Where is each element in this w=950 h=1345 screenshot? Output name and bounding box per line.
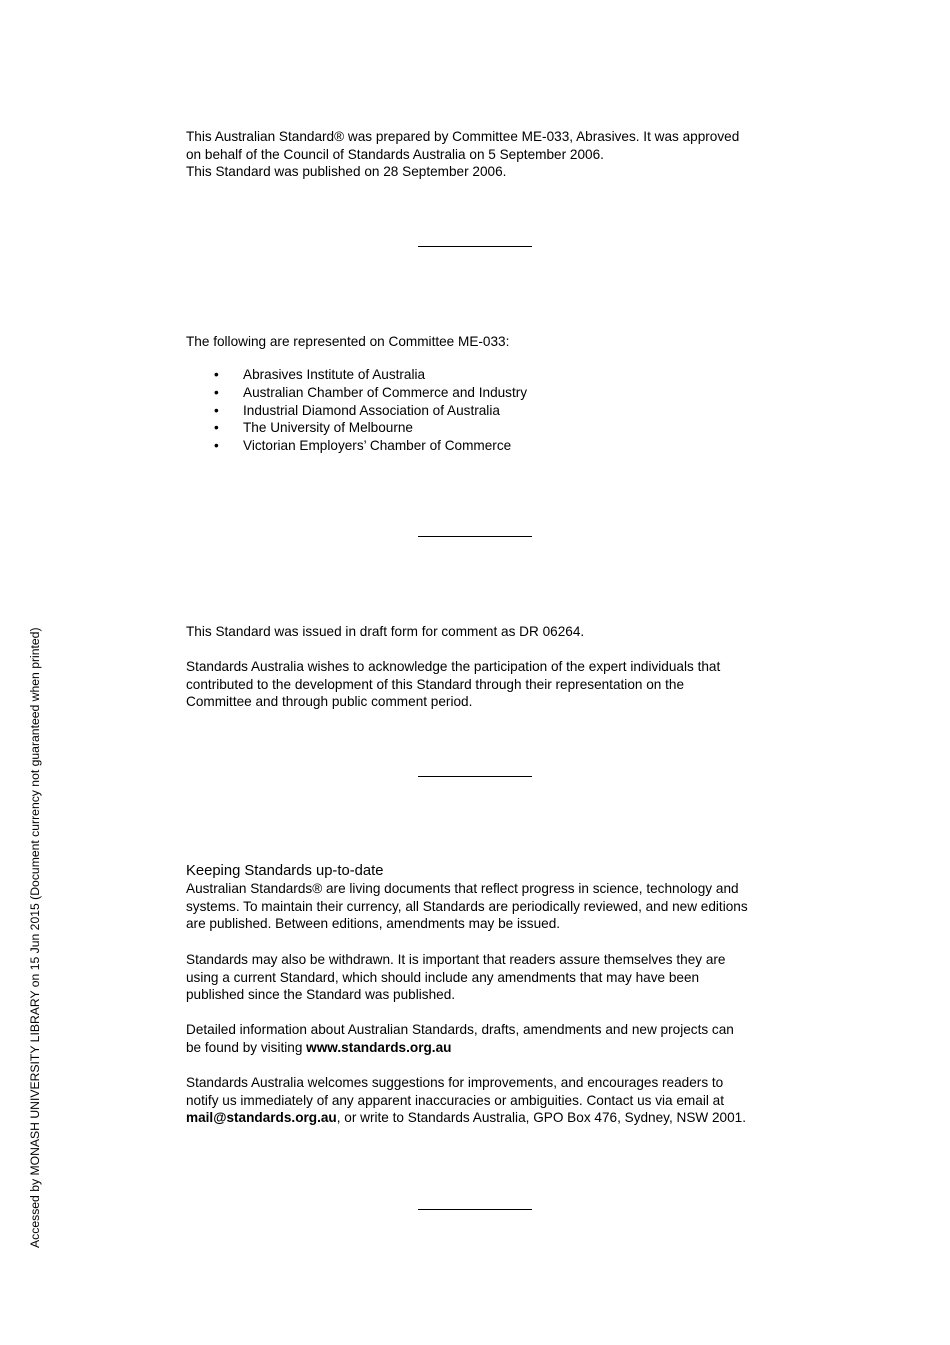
keeping-p3-prefix: be found by visiting (186, 1039, 307, 1055)
committee-member: The University of Melbourne (243, 420, 413, 436)
section-divider-2 (418, 536, 532, 537)
section-divider-4 (418, 1209, 532, 1210)
keeping-p4-line-1: Standards Australia welcomes suggestions for improvements, and encourages readers to (186, 1075, 724, 1090)
list-item (186, 384, 746, 402)
bullet-icon: • (214, 402, 219, 418)
approval-line-1: This Australian Standard® was prepared by Committee ME-033, Abrasives. It was approved (186, 129, 740, 144)
keeping-p4-line-2: notify us immediately of any apparent inaccuracies or ambiguities. Contact us via email at (186, 1092, 724, 1108)
approval-statement (186, 128, 776, 181)
keeping-standards-heading: Keeping Standards up-to-date (186, 863, 384, 879)
keeping-p1-line-3: are published. Between editions, amendments may be issued. (186, 916, 561, 932)
list-item (186, 402, 746, 420)
section-divider-1 (418, 246, 532, 247)
draft-issued-text: This Standard was issued in draft form for comment as DR 06264. (186, 624, 585, 639)
keeping-p2-line-3: published since the Standard was published. (186, 987, 456, 1003)
keeping-p2-line-1: Standards may also be withdrawn. It is important that readers assure themselves they are (186, 952, 726, 967)
keeping-paragraph-4 (186, 1074, 776, 1127)
committee-member: Abrasives Institute of Australia (243, 367, 426, 382)
keeping-p3-line-1: Detailed information about Australian Standards, drafts, amendments and new projects can (186, 1022, 734, 1037)
keeping-p1-line-2: systems. To maintain their currency, all Standards are periodically reviewed, and new editions (186, 898, 748, 914)
section-divider-3 (418, 776, 532, 777)
bullet-icon: • (214, 420, 219, 436)
keeping-p4-line-3 (186, 1109, 776, 1127)
list-item (186, 419, 746, 437)
access-watermark: Accessed by MONASH UNIVERSITY LIBRARY on 15 Jun 2015 (Document currency not guaranteed when printed) (28, 627, 42, 1248)
acknowledgement-line-3: Committee and through public comment period. (186, 694, 473, 710)
publication-date-line: This Standard was published on 28 September 2006. (186, 164, 507, 180)
keeping-p1-line-1: Australian Standards® are living documents that reflect progress in science, technology and (186, 881, 739, 896)
bullet-icon: • (214, 384, 219, 400)
keeping-p3-line-2 (186, 1039, 776, 1057)
draft-statement (186, 623, 776, 641)
bullet-icon: • (214, 438, 219, 454)
committee-member: Australian Chamber of Commerce and Industry (243, 384, 528, 400)
committee-member: Victorian Employers’ Chamber of Commerce (243, 438, 512, 454)
keeping-paragraph-3 (186, 1021, 776, 1056)
committee-intro (186, 333, 776, 351)
keeping-p4-suffix: , or write to Standards Australia, GPO Box 476, Sydney, NSW 2001. (336, 1110, 747, 1126)
acknowledgement-line-2: contributed to the development of this Standard through their representation on the (186, 676, 685, 692)
list-item (186, 366, 746, 384)
keeping-paragraph-2 (186, 951, 776, 1004)
bullet-icon: • (214, 367, 219, 382)
approval-line-2: on behalf of the Council of Standards Australia on 5 September 2006. (186, 146, 604, 162)
website-link[interactable]: www.standards.org.au (306, 1039, 452, 1055)
keeping-p2-line-2: using a current Standard, which should include any amendments that may have been (186, 969, 700, 985)
list-item (186, 437, 746, 455)
email-link[interactable]: mail@standards.org.au (186, 1110, 337, 1126)
committee-member: Industrial Diamond Association of Australia (243, 402, 500, 418)
keeping-paragraph-1 (186, 880, 776, 933)
committee-intro-text: The following are represented on Committee ME-033: (186, 334, 510, 349)
acknowledgement-paragraph (186, 658, 776, 711)
committee-member-list (186, 366, 746, 455)
acknowledgement-line-1: Standards Australia wishes to acknowledge the participation of the expert individuals that (186, 659, 721, 674)
